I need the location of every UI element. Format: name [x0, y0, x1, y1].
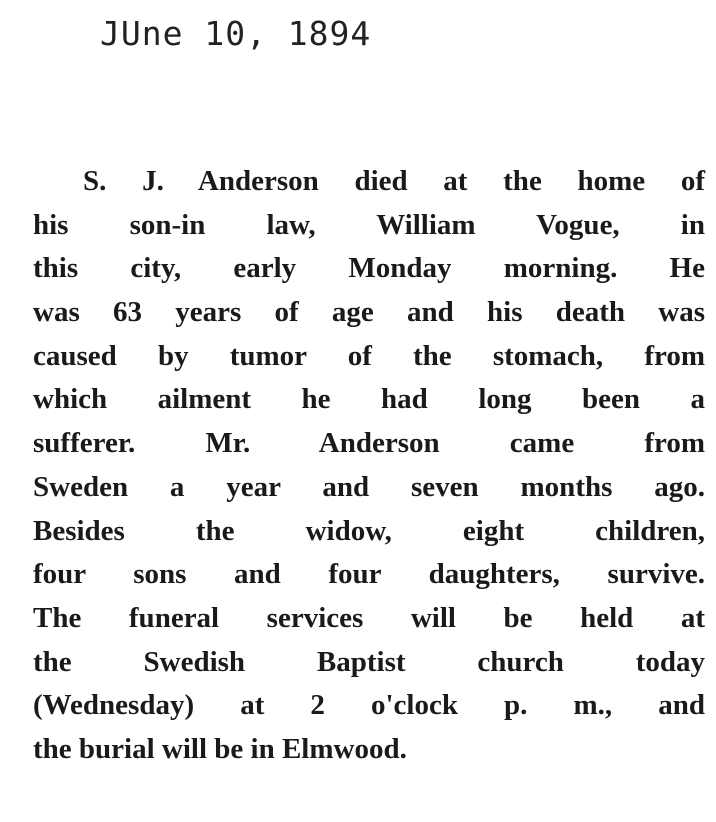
article-line: was 63 years of age and his death was: [33, 296, 705, 329]
article-line: Sweden a year and seven months ago.: [33, 470, 705, 503]
article-line: Besides the widow, eight children,: [33, 514, 705, 547]
article-line: the burial will be in Elmwood.: [33, 732, 407, 765]
clipping-date: JUne 10, 1894: [100, 14, 372, 53]
article-line: the Swedish Baptist church today: [33, 645, 705, 678]
article-line: four sons and four daughters, survive.: [33, 558, 705, 591]
article-line: caused by tumor of the stomach, from: [33, 339, 705, 372]
obituary-article: [33, 160, 705, 772]
article-line: which ailment he had long been a: [33, 383, 705, 416]
article-line: sufferer. Mr. Anderson came from: [33, 427, 705, 460]
article-line: S. J. Anderson died at the home of: [83, 165, 705, 197]
article-line: this city, early Monday morning. He: [33, 252, 705, 285]
article-line: The funeral services will be held at: [33, 601, 705, 634]
article-line: his son-in law, William Vogue, in: [33, 208, 705, 241]
article-line: (Wednesday) at 2 o'clock p. m., and: [33, 689, 705, 722]
